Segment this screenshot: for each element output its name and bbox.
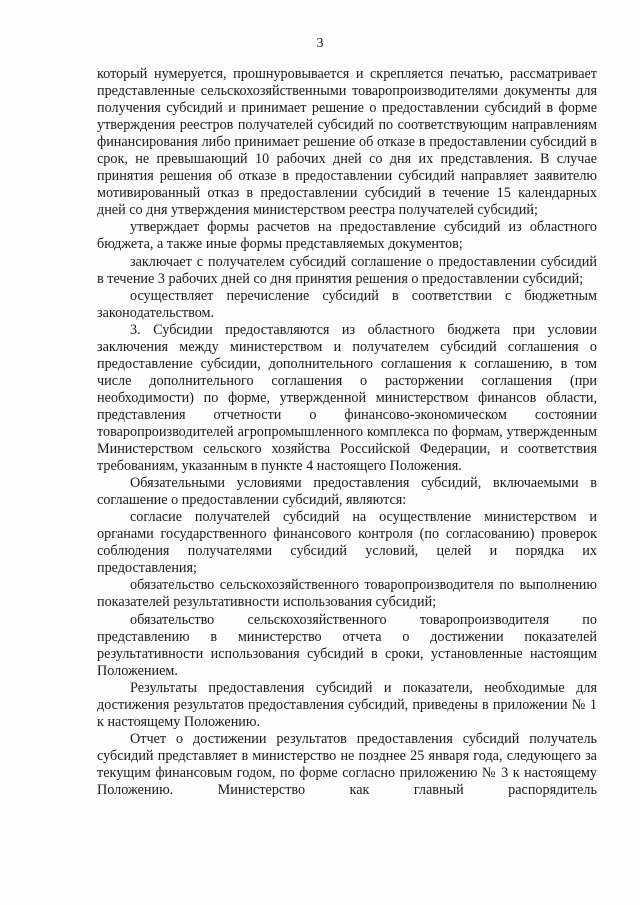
paragraph-4: осуществляет перечисление субсидий в соответствии с бюджетным законодательством. — [97, 287, 597, 321]
paragraph-9: обязательство сельскохозяйственного товаропроизводителя по представлению в министерство отчета о достижении показателей результативности использования субсидий в сроки, установленные настоящим Положением. — [97, 611, 597, 679]
paragraph-1: который нумеруется, прошнуровывается и скрепляется печатью, рассматривает представленные сельскохозяйственными товаропроизводителями документы для получения субсидий и принимает решение о предоставлении субсидий в форме утверждения реестров получателей субсидий по соответствующим направлениям финансирования либо принимает решение об отказе в предоставлении субсидий в срок, не превышающий 10 рабочих дней со дня их представления. В случае принятия решения об отказе в предоставлении субсидий направляет заявителю мотивированный отказ в предоставлении субсидий в течение 15 календарных дней со дня утверждения министерством реестра получателей субсидий; — [97, 66, 597, 219]
page-number: 3 — [316, 36, 324, 51]
document-body — [97, 66, 597, 799]
paragraph-11: Отчет о достижении результатов предоставления субсидий получатель субсидий представляет в министерство не позднее 25 января года, следующего за текущим финансовым годом, по форме согласно приложению № 3 к настоящему Положению. Министерство как главный распорядитель — [97, 730, 597, 798]
paragraph-3: заключает с получателем субсидий соглашение о предоставлении субсидий в течение 3 рабочих дней со дня принятия решения о предоставлении субсидий; — [97, 253, 597, 287]
paragraph-7: согласие получателей субсидий на осуществление министерством и органами государственного финансового контроля (по согласованию) проверок соблюдения получателями субсидий условий, целей и порядка их предоставления; — [97, 509, 597, 577]
paragraph-2: утверждает формы расчетов на предоставление субсидий из областного бюджета, а также иные формы представляемых документов; — [97, 219, 597, 253]
paragraph-6: Обязательными условиями предоставления субсидий, включаемыми в соглашение о предоставлении субсидий, являются: — [97, 475, 597, 509]
paragraph-5: 3. Субсидии предоставляются из областного бюджета при условии заключения между министерством и получателем субсидий соглашения о предоставление субсидии, дополнительного соглашения к соглашению, в том числе дополнительного соглашения о расторжении соглашения (при необходимости) по форме, утвержденной министерством финансов области, представления отчетности о финансово-экономическом состоянии товаропроизводителей агропромышленного комплекса по формам, утвержденным Министерством сельского хозяйства Российской Федерации, и соответствия требованиям, указанным в пункте 4 настоящего Положения. — [97, 321, 597, 475]
paragraph-8: обязательство сельскохозяйственного товаропроизводителя по выполнению показателей результативности использования субсидий; — [97, 577, 597, 611]
paragraph-10: Результаты предоставления субсидий и показатели, необходимые для достижения результатов предоставления субсидий, приведены в приложении № 1 к настоящему Положению. — [97, 679, 597, 730]
